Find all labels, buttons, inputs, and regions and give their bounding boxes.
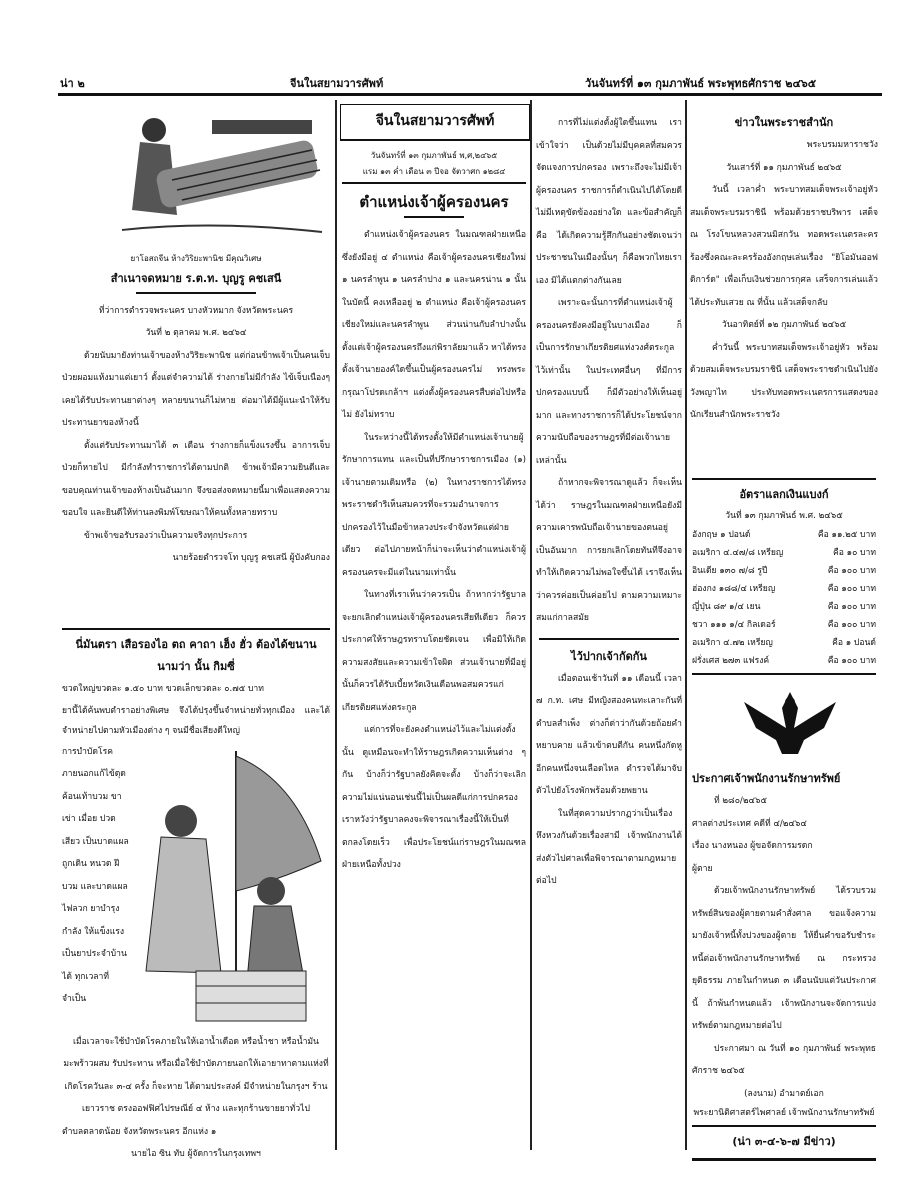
editorial-paragraph: แต่การที่จะยังคงตำแหน่งไว้และไม่แต่งตั้งนั้น ดูเหมือนจะทำให้ราษฎรเกิดความเห็นต่าง ๆ กัน บ้างก็ว่ารัฐบาลยังคิดจะตั้ง บ้างก็ว่าจะเลิก ความไม่แน่นอนเช่นนี้ไม่เป็นผลดีแก่การปกครอง เราหวังว่ารัฐบาลคงจะพิจารณาเรื่องนี้ให้เป็นที่ตกลงโดยเร็ว เพื่อประโยชน์แก่ราษฎรในมณฑลฝ่ายเหนือทั้งปวง	[342, 725, 526, 870]
rate: คือ ๑๐ บาท	[832, 548, 876, 558]
notice-number: ที่ ๒๘๐/๒๔๖๕	[714, 796, 767, 806]
exchange-rate-row	[692, 652, 876, 670]
letter-title: สำเนาจดหมาย ร.ต.ท. บุญรู คชเสนี	[110, 271, 282, 285]
column-2	[342, 148, 526, 877]
letter-paragraph: ข้าพเจ้าขอรับรองว่าเป็นความจริงทุกประการ	[84, 530, 248, 541]
editorial-paragraph: ตำแหน่งเจ้าผู้ครองนคร ในมณฑลฝ่ายเหนือซึ่งยังมีอยู่ ๔ ตำแหน่ง คือเจ้าผู้ครองนครเชียงใหม่ ๑ นครลำพูน ๑ นครลำปาง ๑ และนครน่าน ๑ นั้น ในบัดนี้ คงเหลืออยู่ ๒ ตำแหน่ง คือเจ้าผู้ครองนครเชียงใหม่และนครลำพูน ส่วนน่านกับลำปางนั้น ตั้งแต่เจ้าผู้ครองนครถึงแก่พิราลัยมาแล้ว หาได้ทรงตั้งเจ้านายองค์ใดขึ้นเป็นผู้ครองนครไม่ ทรงพระกรุณาโปรดเกล้าฯ แต่งตั้งผู้ครองนครสืบต่อไปหรือไม่ ยังไม่ทราบ	[342, 230, 526, 420]
column-rule	[685, 100, 687, 1150]
masthead-date: วันจันทร์ที่ ๑๓ กุมภาพันธ์ พ,ศ,๒๔๖๕	[370, 151, 498, 160]
continued-note: (น่า ๓-๔-๖-๗ มีข่าว)	[732, 1135, 836, 1148]
column-rule	[335, 100, 337, 1150]
rate: คือ ๑๐๐ บาท	[827, 602, 876, 612]
rate: คือ ๑๐๐ บาท	[827, 656, 876, 666]
divider	[692, 1125, 876, 1127]
currency: ฝรั่งเศส ๒๗๓ แฟรงค์	[692, 656, 770, 666]
column-3	[536, 112, 682, 893]
exchange-rate-row	[692, 580, 876, 598]
notice-signature: (ลงนาม) อำมาตย์เอก	[744, 1088, 824, 1099]
letter-signature: นายร้อยตำรวจโท บุญรู คชเสนี ผู้บังคับกอง	[172, 553, 330, 563]
exchange-rates	[692, 478, 876, 675]
rate: คือ ๑ ปอนด์	[832, 638, 876, 648]
notice-section	[692, 768, 876, 1161]
woman-with-cannon-illustration	[62, 100, 330, 240]
header-date: วันจันทร์ที่ ๑๓ กุมภาพันธ์ พระพุทธศักราช ๒๔๖๕	[585, 77, 817, 90]
article-paragraph: เพราะฉะนั้นการที่ตำแหน่งเจ้าผู้ครองนครยังคงมีอยู่ในบางเมือง ก็เป็นการรักษาเกียรติยศแห่งวงศ์ตระกูลไว้เท่านั้น ในประเทศอื่นๆ ที่มีการปกครองแบบนี้ ก็มีตัวอย่างให้เห็นอยู่มาก และทางราชการก็ได้ประโยชน์จากความนับถือของราษฎรที่มีต่อเจ้านายเหล่านั้น	[536, 298, 682, 466]
ad-intro: ยานี้ได้ค้นพบตำราอย่างพิเศษ จึงได้ปรุงขึ้นจำหน่ายทั่วทุกเมือง และได้จำหน่ายไปตามหัวเมืองต่าง ๆ จนมีชื่อเสียงดีใหญ่	[62, 705, 330, 736]
editorial-title: ตำแหน่งเจ้าผู้ครองนคร	[359, 193, 509, 211]
notice-title: ประกาศเจ้าพนักงานรักษาทรัพย์	[692, 772, 841, 785]
notice-line: ศาลต่างประเทศ คดีที่ ๔/๒๔๖๔	[692, 818, 807, 829]
letter-date: วันที่ ๒ ตุลาคม พ.ศ. ๒๔๖๔	[145, 328, 247, 338]
ladies-with-flag-illustration	[136, 741, 330, 1031]
editorial-paragraph: ในทางที่เราเห็นว่าควรเป็น ถ้าหากว่ารัฐบาลจะยกเลิกตำแหน่งเจ้าผู้ครองนครเสียทีเดียว ก็ควรประกาศให้ราษฎรทราบโดยชัดเจน เพื่อมิให้เกิดความสงสัยและความเข้าใจผิด ส่วนเจ้านายที่มีอยู่นั้นก็ควรได้รับเบี้ยหวัดเงินเดือนพอสมควรแก่เกียรติยศแห่งตระกูล	[342, 590, 526, 713]
page-header	[60, 72, 882, 92]
exchange-rate-row	[692, 526, 876, 544]
exchange-title: อัตราแลกเงินแบงก์	[739, 488, 829, 501]
court-news-text: วันนี้ เวลาค่ำ พระบาทสมเด็จพระเจ้าอยู่หัว สมเด็จพระบรมราชินี พร้อมด้วยราชบริพาร เสด็จ ณ โรงโขนหลวงสวนมิสกวัน ทอดพระเนตรละครร้องซึ่งคณะละครร้องอังกฤษเล่นเรื่อง "ยิโอมันออฟ ดิการ์ด" เพื่อเก็บเงินช่วยการกุศล เสร็จการเล่นแล้ว ได้ประทับเสวย ณ ที่นั้น แล้วเสด็จกลับ	[690, 185, 878, 308]
column-rule	[530, 100, 532, 1150]
divider	[692, 478, 876, 480]
editorial-paragraph: ในระหว่างนี้ได้ทรงตั้งให้มีตำแหน่งเจ้านายผู้รักษาการแทน และเป็นที่ปรึกษาราชการเมือง (๑) เจ้านายตามเดิมหรือ (๒) ในทางราชการได้ทรงพระราชดำริเห็นสมควรที่จะรวมอำนาจการปกครองไว้ในมือข้าหลวงประจำจังหวัดแต่ฝ่ายเดียว ต่อไปภายหน้าก็น่าจะเห็นว่าตำแหน่งเจ้าผู้ครองนครจะมีแต่ในนามเท่านั้น	[342, 432, 526, 578]
ad-subheadline: นามว่า นั้น กิมซี่	[157, 660, 235, 673]
notice-line: ผู้ตาย	[692, 863, 713, 874]
exchange-rate-row	[692, 634, 876, 652]
rate: คือ ๑๐๐ บาท	[827, 620, 876, 630]
divider	[539, 638, 679, 640]
divider	[692, 673, 876, 675]
article-paragraph: ถ้าหากจะพิจารณาดูแล้ว ก็จะเห็นได้ว่า ราษฎรในมณฑลฝ่ายเหนือยังมีความเคารพนับถือเจ้านายของตนอยู่เป็นอันมาก การยกเลิกโดยทันทีจึงอาจทำให้เกิดความไม่พอใจขึ้นได้ เราจึงเห็นว่าควรค่อยเป็นค่อยไป ตามความเหมาะสมแก่กาลสมัย	[536, 478, 682, 623]
divider	[341, 139, 529, 141]
currency: อินเดีย ๑๓๐ ๗/๘ รูปี	[692, 566, 768, 576]
divider	[136, 292, 256, 294]
divider	[404, 216, 464, 218]
letter-paragraph: ด้วยนับมายังท่านเจ้าของห้างวิริยะพานิช แต่ก่อนข้าพเจ้าเป็นคนเจ็บป่วยผอมแห้งมาแต่เยาว์ ตั้งแต่จำความได้ ร่างกายไม่มีกำลัง ไข้เจ็บเนืองๆ เคยได้รับประทานยาต่างๆ หลายขนานก็ไม่หาย ต่อมาได้มีผู้แนะนำให้รับประทานยาของห้างนี้	[62, 350, 330, 428]
currency: ชวา ๑๑๑ ๑/๔ กิลเดอร์	[692, 620, 776, 630]
masthead-box	[340, 104, 530, 141]
subhead: ไว้ปากเจ้ากัดกัน	[571, 649, 647, 663]
notice-signature-title: พระยานิติศาสตร์ไพศาลย์ เจ้าพนักงานรักษาทรัพย์	[693, 1108, 875, 1118]
ad-footer: เมื่อเวลาจะใช้บำบัดโรคภายในให้เอาน้ำเดือด หรือน้ำชา หรือน้ำมันมะพร้าวผสม รับประทาน หรือเมื่อใช้บำบัดภายนอกให้เอายาทาตามแห่งที่เกิดโรควันละ ๓-๔ ครั้ง ก็จะหาย ได้ตามประสงค์ มีจำหน่ายในกรุงฯ ร้านเยาวราช ตรงออฟฟิศไปรษณีย์ ๔ ห้าง และทุกร้านขายยาทั่วไป	[63, 1036, 329, 1114]
currency: อังกฤษ ๑ ปอนด์	[692, 530, 751, 540]
letter-from: ยาโอสถจีน ห้างวิริยะพานิช มีคุณวิเศษ	[130, 253, 262, 263]
currency: ฮ่องกง ๑๘๘/๔ เหรียญ	[692, 584, 776, 594]
exchange-rate-row	[692, 544, 876, 562]
notice-line: เรื่อง นางหนอง ผู้ขอจัดการมรดก	[692, 841, 813, 851]
exchange-rate-row	[692, 616, 876, 634]
rate: คือ ๑๐๐ บาท	[827, 566, 876, 576]
currency: อเมริกา ๔.๔๗/๘ เหรียญ	[692, 548, 784, 558]
page-number: น่า ๒	[60, 77, 85, 90]
court-news-text: ค่ำวันนี้ พระบาทสมเด็จพระเจ้าอยู่หัว พร้อมด้วยสมเด็จพระบรมราชินี เสด็จพระราชดำเนินไปยังวังพญาไท ประทับทอดพระเนตรการแสดงของนักเรียนสำนักพระราชวัง	[690, 342, 878, 420]
currency: อเมริกา ๔.๗๒ เหรียญ	[692, 638, 773, 648]
divider	[692, 1158, 876, 1161]
exchange-rate-row	[692, 562, 876, 580]
ad-prices: ขวดใหญ่ขวดละ ๑.๕๐ บาท ขวดเล็กขวดละ ๐.๗๕ บาท	[62, 684, 264, 694]
divider	[342, 182, 526, 184]
article-paragraph: ในที่สุดความปรากฏว่าเป็นเรื่องหึงหวงกันด้วยเรื่องสามี เจ้าพนักงานได้ส่งตัวไปศาลเพื่อพิจารณาตามกฎหมายต่อไป	[536, 808, 682, 886]
header-paper-name: จีนในสยามวารศัพท์	[290, 77, 384, 90]
court-news-place: พระบรมมหาราชวัง	[806, 140, 878, 150]
divider	[62, 628, 330, 630]
court-news-date: วันเสาร์ที่ ๑๑ กุมภาพันธ์ ๒๔๖๕	[726, 162, 842, 173]
ad-signoff: นายไอ ซิน ทับ ผู้จัดการในกรุงเทพฯ	[131, 1149, 261, 1159]
ad-section	[62, 628, 330, 1166]
masthead-lunar-date: แรม ๑๓ ค่ำ เดือน ๓ ปีจอ จัตวาศก ๑๒๘๔	[362, 167, 506, 176]
ad-headline: นี่มันตรา เสือรองไอ ตถ คาถา เฮ็ง ฮั่ว ต้องได้ขนาน	[75, 638, 317, 651]
rate: คือ ๑๑.๒๕ บาท	[817, 530, 876, 540]
header-rule	[58, 93, 882, 96]
ad-address: ตำบลตลาดน้อย จังหวัดพระนคร อีกแห่ง ๑	[62, 1126, 217, 1137]
column-1	[62, 100, 330, 570]
court-news-title: ข่าวในพระราชสำนัก	[734, 116, 834, 129]
notice-date: ประกาศมา ณ วันที่ ๑๐ กุมภาพันธ์ พระพุทธศักราช ๒๔๖๕	[692, 1043, 876, 1076]
letter-paragraph: ตั้งแต่รับประทานมาได้ ๓ เดือน ร่างกายก็แข็งแรงขึ้น อาการเจ็บป่วยก็หายไป มีกำลังทำราชการได้ตามปกติ ข้าพเจ้ามีความยินดีและขอบคุณท่านเจ้าของห้างเป็นอันมาก จึงขอส่งจดหมายนี้มาเพื่อแสดงความขอบใจ และยินดีให้ท่านลงพิมพ์โฆษณาให้คนทั้งหลายทราบ	[62, 440, 330, 518]
exchange-date: วันที่ ๑๓ กุมภาพันธ์ พ.ศ. ๒๔๖๕	[725, 511, 843, 521]
column-4	[690, 112, 878, 427]
garuda-emblem	[740, 688, 840, 760]
letter-address: ที่ว่าการตำรวจพระนคร บางหัวหมาก จังหวัดพระนคร	[98, 305, 294, 316]
masthead-title: จีนในสยามวารศัพท์	[375, 113, 495, 129]
article-paragraph: เมื่อตอนเช้าวันที่ ๑๑ เดือนนี้ เวลา ๗ ก.ท. เศษ มีหญิงสองคนทะเลาะกันที่ตำบลสำเพ็ง ต่างก็ด่าว่ากันด้วยถ้อยคำหยาบคาย แล้วเข้าตบตีกัน คนหนึ่งกัดหูอีกคนหนึ่งจนเลือดไหล ตำรวจได้มาจับตัวไปยังโรงพักพร้อมด้วยพยาน	[536, 673, 682, 796]
exchange-rate-row	[692, 598, 876, 616]
rate: คือ ๑๐๐ บาท	[827, 584, 876, 594]
currency: ญี่ปุ่น ๘๙ ๑/๔ เยน	[692, 602, 761, 612]
article-paragraph: การที่ไม่แต่งตั้งผู้ใดขึ้นแทน เราเข้าใจว่า เป็นด้วยไม่มีบุคคลที่สมควร จัดแจงการปกครอง เพราะถึงจะไม่มีเจ้าผู้ครองนคร ราชการก็ดำเนินไปได้โดยดี ไม่มีเหตุขัดข้องอย่างใด และข้อสำคัญก็คือ ได้เกิดความรู้สึกกันอย่างชัดเจนว่า ประชาชนในเมืองนั้นๆ ก็คือพวกไทยเราเอง มิได้แตกต่างกันเลย	[536, 118, 682, 286]
ad-side-text: การบำบัดโรคภายนอกแก้ไข้ดุด ค้อนเท้าบวม ขาเข่า เมื่อย ปวดเสียว เป็นบาดแผล ถูกเดิน หนวด ฝีบวม และบาดแผลไฟลวก ยาบำรุงกำลัง ให้แข็งแรง เป็นยาประจำบ้านได้ ทุกเวลาที่จำเป็น	[62, 746, 129, 1004]
court-news-date: วันอาทิตย์ที่ ๑๒ กุมภาพันธ์ ๒๔๖๕	[721, 320, 847, 330]
notice-body: ด้วยเจ้าพนักงานรักษาทรัพย์ ได้รวบรวมทรัพย์สินของผู้ตายตามคำสั่งศาล ขอแจ้งความมายังเจ้าหนี้ทั้งปวงของผู้ตาย ให้ยื่นคำขอรับชำระหนี้ต่อเจ้าพนักงานรักษาทรัพย์ ณ กระทรวงยุติธรรม ภายในกำหนด ๓ เดือนนับแต่วันประกาศนี้ ถ้าพ้นกำหนดแล้ว เจ้าพนักงานจะจัดการแบ่งทรัพย์ตามกฎหมายต่อไป	[692, 886, 876, 1031]
